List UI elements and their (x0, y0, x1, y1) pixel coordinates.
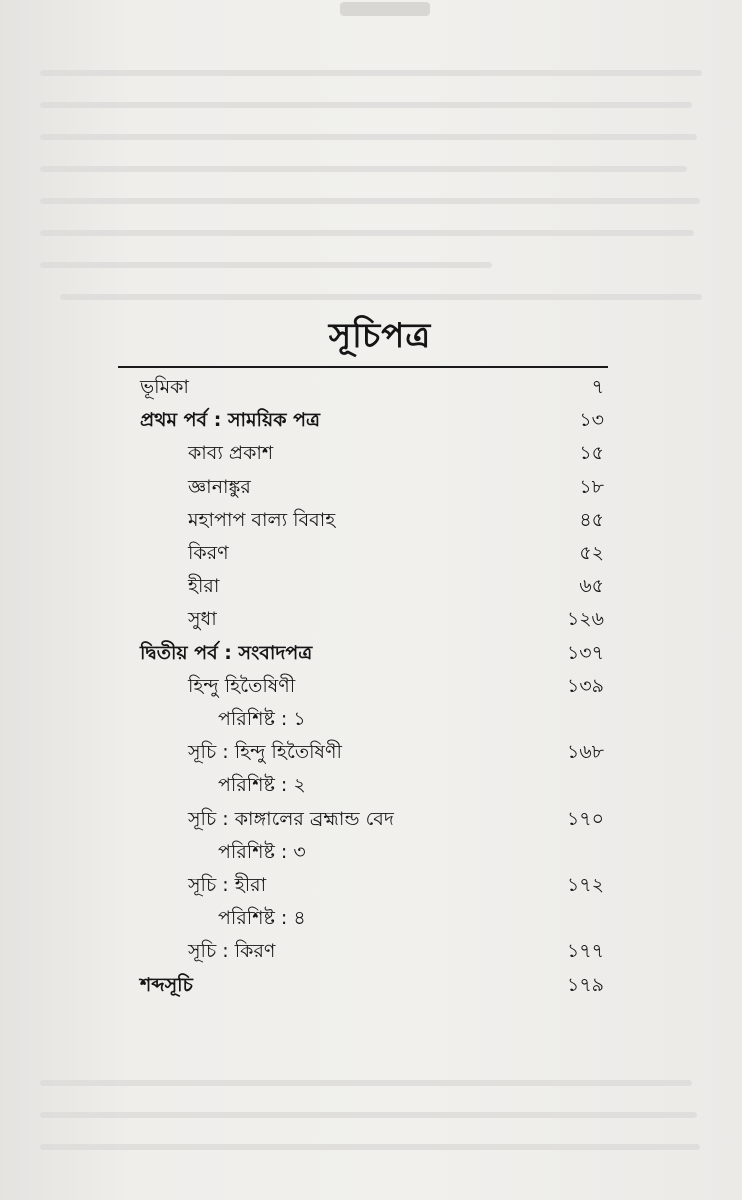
toc-entry-title: সূচি : কাঙ্গালের ব্রহ্মান্ড বেদ (188, 807, 394, 830)
toc-entry-page-number: ১৩৭ (566, 641, 604, 664)
toc-entry (0, 470, 742, 504)
toc-entry-title: সূচি : হীরা (188, 874, 267, 896)
toc-entry-title: মহাপাপ বাল্য বিবাহ (188, 508, 336, 531)
toc-entry (0, 835, 742, 869)
toc-entry-title: সূচি : হিন্দু হিতৈষিণী (188, 741, 342, 764)
toc-entry-page-number: ১৫ (579, 442, 604, 465)
toc-entry-title: প্রথম পর্ব : সাময়িক পত্র (140, 409, 320, 432)
toc-entry-page-number: ১৮ (579, 475, 604, 498)
toc-entry-title: হীরা (188, 575, 220, 598)
toc-entry (0, 868, 742, 902)
toc-entry-title: কাব্য প্রকাশ (188, 442, 274, 465)
toc-entry-page-number: ১৭৯ (566, 973, 604, 996)
toc-entry (0, 669, 742, 703)
toc-entry-page-number: ১৬৮ (566, 741, 604, 764)
toc-entry-page-number: ৪৫ (579, 508, 604, 531)
toc-entry (0, 934, 742, 968)
toc-entry (0, 802, 742, 836)
toc-entry-title: হিন্দু হিতৈষিণী (188, 674, 296, 697)
toc-entry (0, 602, 742, 636)
toc-entry (0, 768, 742, 802)
toc-entry-page-number: ১৩ (579, 409, 604, 432)
toc-entry-title: সুধা (188, 608, 217, 631)
toc-entry-title: পরিশিষ্ট : ৩ (218, 840, 306, 863)
toc-entry (0, 370, 742, 404)
toc-entry (0, 636, 742, 670)
toc-entry (0, 968, 742, 1002)
toc-entry-title: সূচি : কিরণ (188, 940, 276, 963)
toc-entry-title: পরিশিষ্ট : ২ (218, 774, 306, 797)
toc-entry-title: পরিশিষ্ট : ৪ (218, 907, 306, 930)
toc-entry-title: কিরণ (188, 542, 229, 564)
title-divider (118, 366, 608, 368)
toc-entry-page-number: ১৩৯ (566, 674, 604, 697)
toc-entry-page-number: ৫২ (579, 542, 604, 564)
toc-entry-page-number: ৬৫ (579, 575, 604, 598)
toc-entry (0, 735, 742, 769)
toc-entry-page-number: ১২৬ (566, 608, 604, 631)
toc-entry-title: পরিশিষ্ট : ১ (218, 708, 306, 730)
toc-entry-title: শব্দসূচি (140, 973, 193, 996)
toc-entry-page-number: ১৭৭ (566, 940, 604, 963)
toc-entry (0, 436, 742, 470)
toc-entry-page-number: ১৭০ (566, 807, 604, 830)
toc-entry-page-number: ৭ (591, 376, 604, 398)
toc-entry-title: জ্ঞানাঙ্কুর (188, 475, 251, 498)
page-title: সূচিপত্র (328, 316, 432, 356)
toc-entry (0, 569, 742, 603)
toc-entry (0, 403, 742, 437)
ghost-header (340, 2, 430, 16)
toc-entry (0, 901, 742, 935)
toc-entry (0, 536, 742, 570)
toc-entry-title: ভূমিকা (140, 376, 189, 398)
toc-entry-page-number: ১৭২ (566, 874, 604, 896)
toc-entry (0, 702, 742, 736)
toc-entry-title: দ্বিতীয় পর্ব : সংবাদপত্র (140, 641, 313, 664)
toc-entry (0, 503, 742, 537)
